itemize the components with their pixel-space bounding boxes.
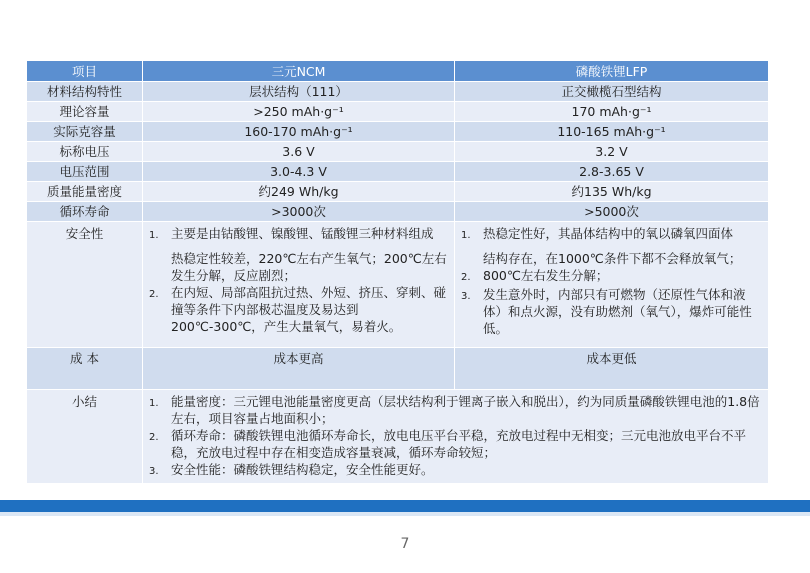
table-row bbox=[27, 82, 769, 102]
table-row bbox=[27, 122, 769, 142]
list-item bbox=[149, 427, 762, 461]
list-number: 1. bbox=[149, 398, 159, 409]
list-number: 3. bbox=[461, 291, 471, 302]
row-label: 成 本 bbox=[27, 348, 143, 390]
ncm-cell: 成本更高 bbox=[143, 348, 455, 390]
row-label: 理论容量 bbox=[27, 102, 143, 122]
lfp-cell: 正交橄榄石型结构 bbox=[455, 82, 769, 102]
row-label: 质量能量密度 bbox=[27, 182, 143, 202]
ncm-safety-cell bbox=[143, 222, 455, 348]
ncm-cell: >3000次 bbox=[143, 202, 455, 222]
list-text: 安全性能：磷酸铁锂结构稳定，安全性能更好。 bbox=[171, 462, 434, 477]
lfp-cell: >5000次 bbox=[455, 202, 769, 222]
footer-band-light bbox=[0, 512, 810, 516]
list-text: 热稳定性较差，220℃左右产生氧气；200℃左右发生分解，反应剧烈； bbox=[171, 251, 447, 283]
list-item bbox=[149, 225, 448, 284]
table-header-row bbox=[27, 61, 769, 82]
page-number: 7 bbox=[400, 536, 410, 552]
list-text: 发生意外时，内部只有可燃物（还原性气体和液体）和点火源，没有助燃剂（氧气），爆炸可能性低。 bbox=[483, 287, 752, 336]
summary-row bbox=[27, 390, 769, 484]
list-number: 2. bbox=[461, 272, 471, 283]
list-item bbox=[149, 461, 762, 480]
table-row bbox=[27, 182, 769, 202]
list-item bbox=[461, 286, 762, 337]
ncm-cell: 3.6 V bbox=[143, 142, 455, 162]
list-number: 1. bbox=[461, 230, 471, 241]
row-label: 材料结构特性 bbox=[27, 82, 143, 102]
row-label: 标称电压 bbox=[27, 142, 143, 162]
row-label: 实际克容量 bbox=[27, 122, 143, 142]
table-row bbox=[27, 162, 769, 182]
list-text: 热稳定性好，其晶体结构中的氧以磷氧四面体 bbox=[483, 226, 734, 241]
lfp-cell: 2.8-3.65 V bbox=[455, 162, 769, 182]
lfp-cell: 110-165 mAh·g⁻¹ bbox=[455, 122, 769, 142]
list-text: 循环寿命：磷酸铁锂电池循环寿命长，放电电压平台平稳，充放电过程中无相变；三元电池放电平台不平稳，充放电过程中存在相变造成容量衰减，循环寿命较短； bbox=[171, 428, 747, 460]
row-label: 小结 bbox=[27, 390, 143, 484]
list-item bbox=[461, 267, 762, 286]
table-row bbox=[27, 142, 769, 162]
lfp-cell: 3.2 V bbox=[455, 142, 769, 162]
list-text: 主要是由钴酸锂、镍酸锂、锰酸锂三种材料组成 bbox=[171, 226, 434, 241]
list-text: 结构存在，在1000℃条件下都不会释放氧气； bbox=[483, 251, 742, 266]
lfp-cell: 约135 Wh/kg bbox=[455, 182, 769, 202]
header-lfp: 磷酸铁锂LFP bbox=[455, 61, 769, 82]
summary-list bbox=[149, 393, 762, 480]
ncm-cell: 160-170 mAh·g⁻¹ bbox=[143, 122, 455, 142]
header-ncm: 三元NCM bbox=[143, 61, 455, 82]
ncm-cell: >250 mAh·g⁻¹ bbox=[143, 102, 455, 122]
ncm-cell: 层状结构（111） bbox=[143, 82, 455, 102]
list-number: 1. bbox=[149, 230, 159, 241]
list-text: 800℃左右发生分解； bbox=[483, 268, 609, 283]
ncm-cell: 约249 Wh/kg bbox=[143, 182, 455, 202]
lfp-cell: 170 mAh·g⁻¹ bbox=[455, 102, 769, 122]
comparison-table bbox=[26, 60, 769, 484]
list-text: 在内短、局部高阻抗过热、外短、挤压、穿刺、碰撞等条件下内部极芯温度及易达到200℃-300℃，产生大量氧气，易着火。 bbox=[171, 285, 447, 334]
row-label: 循环寿命 bbox=[27, 202, 143, 222]
list-number: 2. bbox=[149, 432, 159, 443]
list-number: 3. bbox=[149, 466, 159, 477]
list-item bbox=[461, 225, 762, 267]
table-row bbox=[27, 102, 769, 122]
summary-cell bbox=[143, 390, 769, 484]
list-item bbox=[149, 284, 448, 335]
row-label: 安全性 bbox=[27, 222, 143, 348]
ncm-safety-list bbox=[149, 225, 448, 335]
safety-row bbox=[27, 222, 769, 348]
lfp-safety-list bbox=[461, 225, 762, 337]
cost-row bbox=[27, 348, 769, 390]
lfp-cell: 成本更低 bbox=[455, 348, 769, 390]
ncm-cell: 3.0-4.3 V bbox=[143, 162, 455, 182]
footer-band bbox=[0, 500, 810, 512]
list-text: 能量密度：三元锂电池能量密度更高（层状结构利于锂离子嵌入和脱出），约为同质量磷酸铁锂电池的1.8倍左右，项目容量占地面积小； bbox=[171, 394, 760, 426]
list-item bbox=[149, 393, 762, 427]
list-number: 2. bbox=[149, 289, 159, 300]
row-label: 电压范围 bbox=[27, 162, 143, 182]
lfp-safety-cell bbox=[455, 222, 769, 348]
table-row bbox=[27, 202, 769, 222]
header-item: 项目 bbox=[27, 61, 143, 82]
